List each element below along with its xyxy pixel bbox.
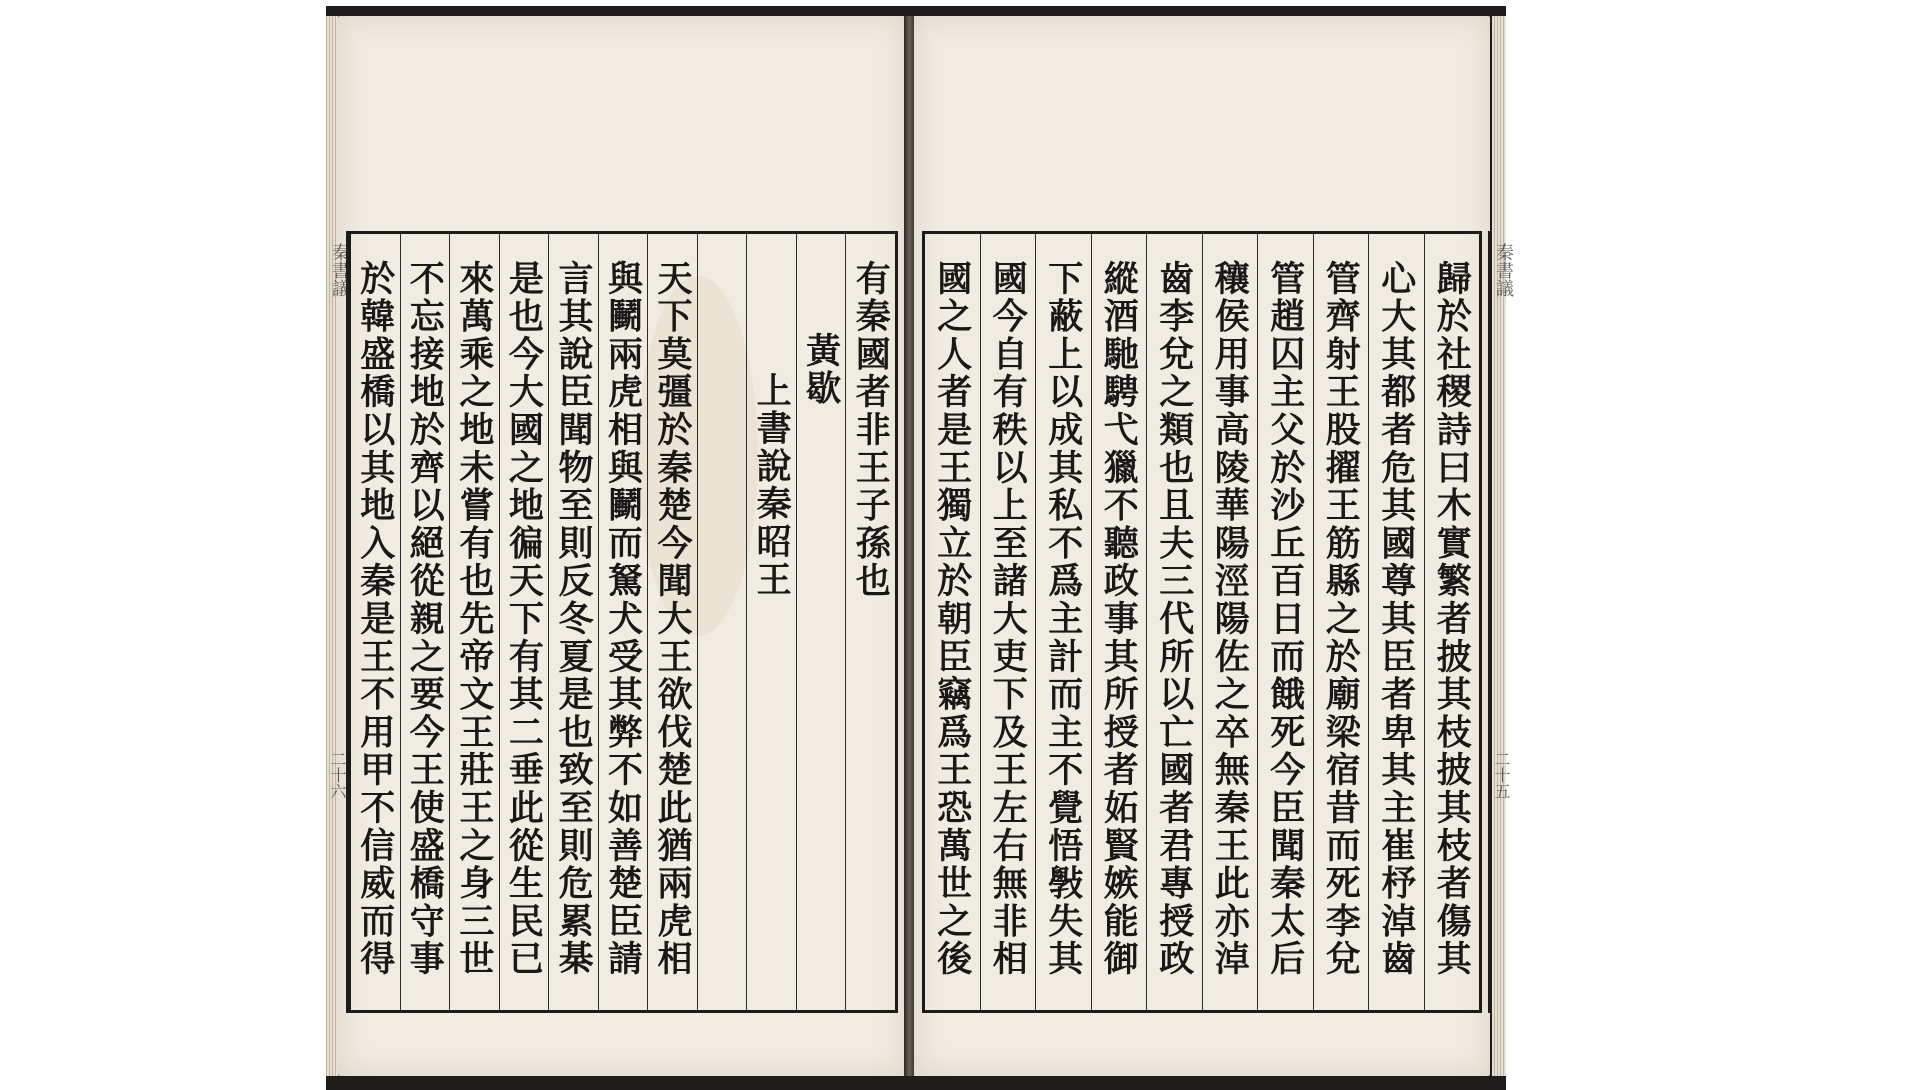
column-text: 天下莫彊於秦楚今聞大王欲伐楚此猶兩虎相 — [652, 260, 694, 979]
right-text-frame — [922, 231, 1482, 1013]
left-page-number: 二十六 — [328, 751, 347, 799]
text-column — [449, 234, 499, 1010]
text-column — [697, 234, 747, 1010]
column-text: 國之人者是王獨立於朝臣竊爲王恐萬世之後 — [931, 260, 973, 979]
right-page — [914, 16, 1514, 1076]
column-text: 國今自有秩以上至諸大吏下及王左右無非相 — [987, 260, 1029, 979]
column-text: 與鬭兩虎相與鬭而駑犬受其弊不如善楚臣請 — [602, 260, 644, 979]
column-text: 不忘接地於齊以絕從親之要今王使盛橋守事 — [404, 260, 446, 979]
right-page-number: 二十五 — [1492, 751, 1511, 799]
text-column — [1424, 234, 1480, 1010]
column-text: 是也今大國之地徧天下有其二垂此從生民已 — [503, 260, 545, 979]
text-column — [746, 234, 796, 1010]
column-text: 於韓盛橋以其地入秦是王不用甲不信威而得 — [354, 260, 396, 979]
left-margin-tab — [324, 231, 348, 1013]
column-text: 穰侯用事高陵華陽涇陽佐之卒無秦王此亦淖 — [1209, 260, 1251, 979]
column-text: 歸於社稷詩曰木實繁者披其枝披其枝者傷其 — [1431, 260, 1473, 979]
text-column — [1202, 234, 1258, 1010]
text-column — [925, 234, 980, 1010]
column-text: 下蔽上以成其私不爲主計而主不覺悟斅失其 — [1042, 260, 1084, 979]
text-column — [980, 234, 1036, 1010]
text-column — [351, 234, 400, 1010]
text-column — [1035, 234, 1091, 1010]
text-column — [1257, 234, 1313, 1010]
column-text: 來萬乘之地未嘗有也先帝文王莊王之身三世 — [453, 260, 495, 979]
left-columns — [351, 234, 895, 1010]
text-column — [647, 234, 697, 1010]
text-column — [400, 234, 450, 1010]
right-columns — [925, 234, 1479, 1010]
text-column — [598, 234, 648, 1010]
column-text: 上書說秦昭王 — [751, 372, 793, 599]
column-text: 縱酒馳騁弋獵不聽政事其所授者妬賢嫉能御 — [1098, 260, 1140, 979]
left-text-frame — [348, 231, 898, 1013]
text-column — [1091, 234, 1147, 1010]
text-column — [796, 234, 846, 1010]
column-text: 有秦國者非王子孫也 — [850, 260, 892, 601]
column-text: 管齊射王股擢王筋縣之於廟梁宿昔而死李兌 — [1320, 260, 1362, 979]
column-text: 齒李兌之類也且夫三代所以亡國者君專授政 — [1153, 260, 1195, 979]
text-column — [845, 234, 895, 1010]
open-book — [326, 6, 1514, 1090]
column-text: 黃歇 — [800, 332, 842, 408]
text-column — [1146, 234, 1202, 1010]
right-margin-tab — [1488, 231, 1512, 1013]
text-column — [499, 234, 549, 1010]
left-page — [328, 16, 906, 1076]
text-column — [1368, 234, 1424, 1010]
column-text: 心大其都者危其國尊其臣者卑其主崔杼淖齒 — [1375, 260, 1417, 979]
right-margin-label: 秦書議 — [1493, 243, 1514, 297]
left-margin-label: 秦書議 — [329, 243, 350, 297]
column-text: 管趙囚主父於沙丘百日而餓死今臣聞秦太后 — [1264, 260, 1306, 979]
text-column — [548, 234, 598, 1010]
text-column — [1313, 234, 1369, 1010]
column-text: 言其說臣聞物至則反冬夏是也致至則危累棊 — [552, 260, 594, 979]
